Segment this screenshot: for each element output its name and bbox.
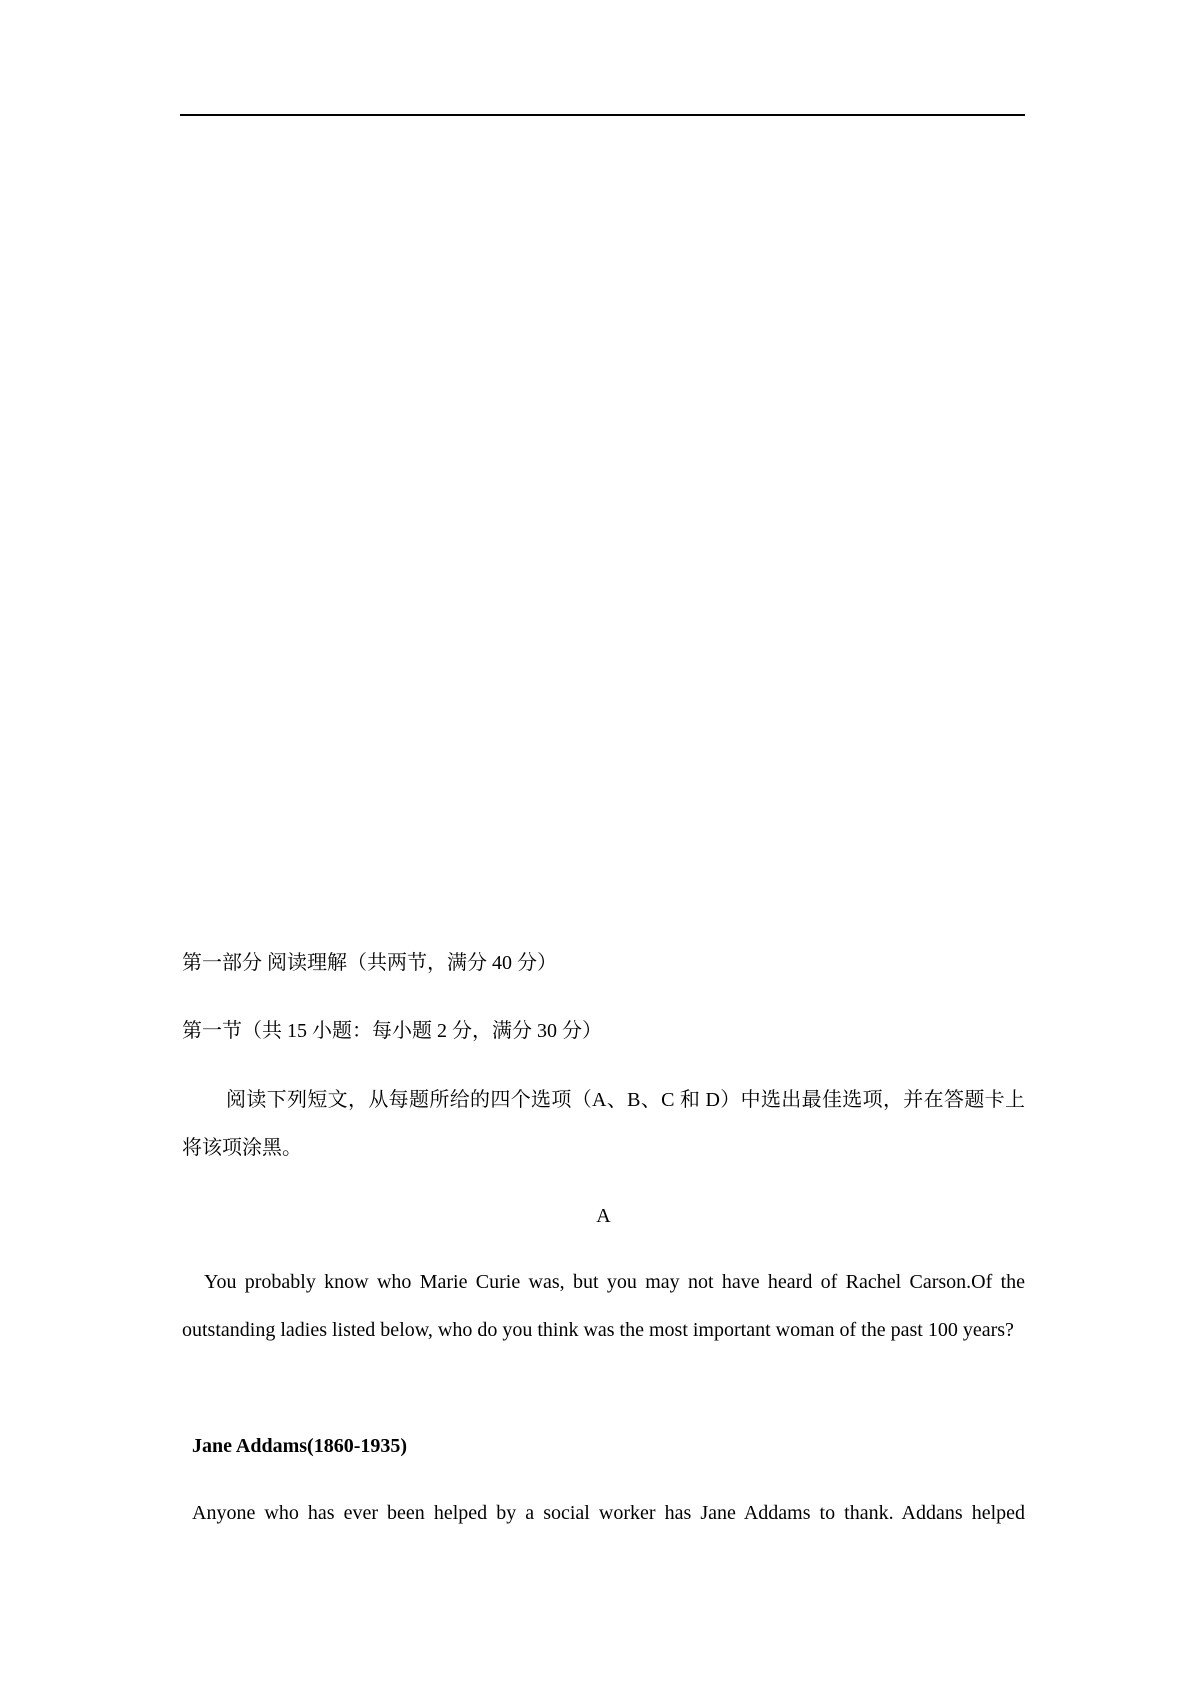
part-heading: 第一部分 阅读理解（共两节，满分 40 分） (182, 952, 557, 974)
person-heading: Jane Addams(1860-1935) (192, 1435, 408, 1457)
passage-label: A (596, 1205, 611, 1227)
instructions-paragraph: 阅读下列短文，从每题所给的四个选项（A、B、C 和 D）中选出最佳选项，并在答题卡上将该项涂黑。 (182, 1089, 1025, 1159)
subsection-heading: 第一节（共 15 小题：每小题 2 分，满分 30 分） (182, 1020, 602, 1042)
person-paragraph: Anyone who has ever been helped by a social worker has Jane Addams to thank. Addans helped (192, 1502, 1025, 1524)
passage-intro: You probably know who Marie Curie was, but you may not have heard of Rachel Carson.Of the outstanding ladies listed below, who do you think was the most important woman of the past 100 years? (182, 1271, 1025, 1341)
header-rule (180, 114, 1025, 116)
